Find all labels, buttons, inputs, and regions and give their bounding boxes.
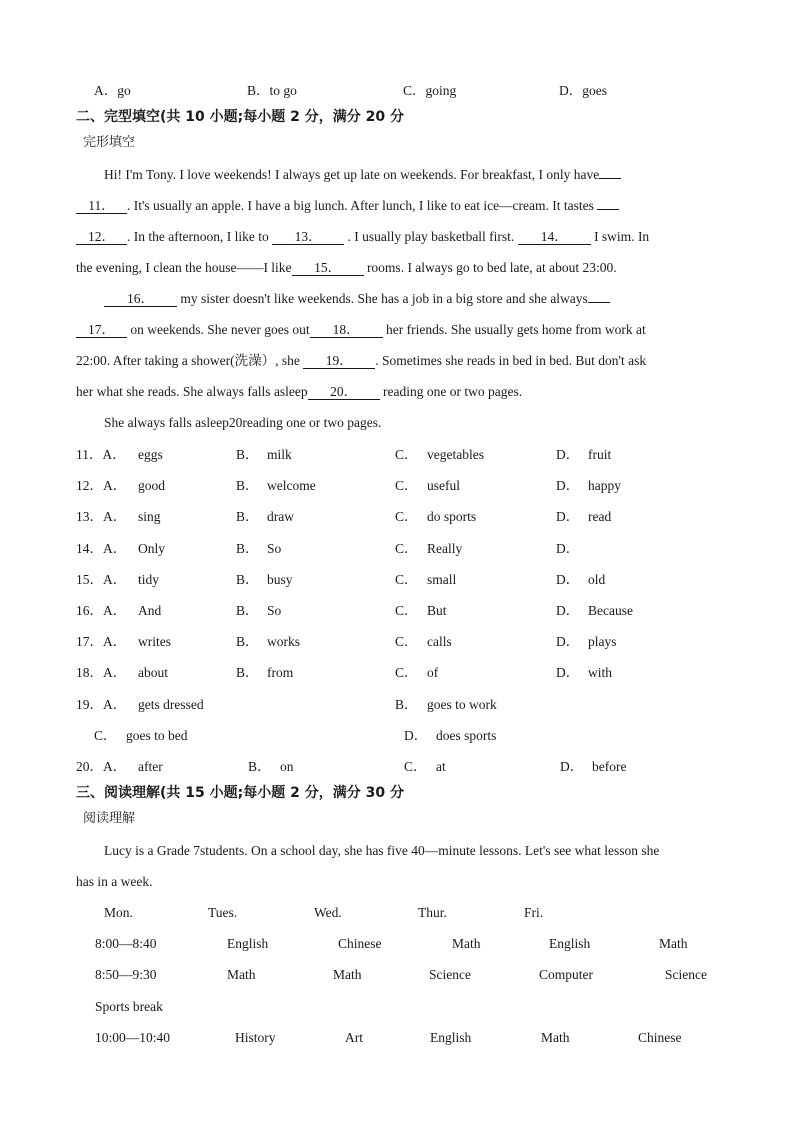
day-header: Thur. xyxy=(418,905,447,920)
option-a: sing xyxy=(138,509,161,524)
question-number: 13．A． xyxy=(76,509,127,524)
option-c: C．going xyxy=(403,83,457,98)
day-header: Fri. xyxy=(524,905,544,920)
blank-15: 15． xyxy=(292,260,364,276)
option-d: plays xyxy=(588,634,617,649)
option-d: does sports xyxy=(436,728,497,743)
reading-intro-line-1: Lucy is a Grade 7students. On a school day, she has five 40—minute lessons. Let's see what lesson she xyxy=(104,843,660,858)
option-d: fruit xyxy=(588,447,612,462)
option-c: Really xyxy=(427,541,463,556)
option-d-label: D． xyxy=(556,447,580,462)
lesson-cell: Science xyxy=(429,967,471,982)
section2-subheading: 完形填空 xyxy=(83,135,136,150)
passage-text: reading one or two pages. xyxy=(383,384,523,399)
option-b: milk xyxy=(267,447,292,462)
option-d: Because xyxy=(588,603,633,618)
lesson-cell: English xyxy=(430,1030,472,1045)
question-number: 16．A． xyxy=(76,603,127,618)
option-c-label: C． xyxy=(395,541,418,556)
section3-subheading: 阅读理解 xyxy=(83,811,136,826)
passage-text: . It's usually an apple. I have a big lunch. After lunch, I like to eat ice—cream. It tastes xyxy=(127,198,594,213)
option-d: happy xyxy=(588,478,621,493)
question-number: 17．A． xyxy=(76,634,127,649)
option-a: eggs xyxy=(138,447,163,462)
option-c: goes to bed xyxy=(126,728,188,743)
blank-line xyxy=(597,209,619,210)
option-b: So xyxy=(267,603,282,618)
option-a: after xyxy=(138,759,163,774)
lesson-cell: Science xyxy=(665,967,707,982)
option-d: old xyxy=(588,572,606,587)
passage-text: . I usually play basketball first. xyxy=(347,229,515,244)
option-a: writes xyxy=(138,634,171,649)
option-c: vegetables xyxy=(427,447,484,462)
option-b-label: B． xyxy=(236,572,259,587)
option-c: calls xyxy=(427,634,452,649)
option-b-label: B． xyxy=(236,665,259,680)
option-b-label: B． xyxy=(236,509,259,524)
option-a: And xyxy=(138,603,162,618)
option-c-label: C． xyxy=(404,759,427,774)
passage-text: on weekends. She never goes out xyxy=(130,322,310,337)
blank-11: 11． xyxy=(76,198,127,214)
blank-17: 17． xyxy=(76,322,127,338)
option-b: draw xyxy=(267,509,294,524)
option-d-label: D． xyxy=(560,759,584,774)
blank-20: 20． xyxy=(308,384,380,400)
option-c-label: C． xyxy=(395,603,418,618)
option-c-label: C． xyxy=(395,665,418,680)
option-c: do sports xyxy=(427,509,477,524)
option-a: A．go xyxy=(94,83,131,98)
passage-line-4 xyxy=(76,259,617,277)
lesson-cell: Math xyxy=(227,967,256,982)
option-d-label: D． xyxy=(556,634,580,649)
option-a: good xyxy=(138,478,165,493)
option-b-label: B． xyxy=(236,634,259,649)
option-b-label: B． xyxy=(236,603,259,618)
passage-text: I swim. In xyxy=(594,229,650,244)
option-c-label: C． xyxy=(395,478,418,493)
passage-line-8 xyxy=(76,383,522,401)
lesson-cell: English xyxy=(549,936,591,951)
passage-line-7 xyxy=(76,352,646,370)
option-b: busy xyxy=(267,572,293,587)
option-d-label: D． xyxy=(556,572,580,587)
passage-text: rooms. I always go to bed late, at about 23:00. xyxy=(366,260,617,275)
option-d: with xyxy=(588,665,613,680)
option-d-label: D． xyxy=(556,603,580,618)
blank-19: 19． xyxy=(303,353,375,369)
option-b: B．to go xyxy=(247,83,297,98)
question-number: 12．A． xyxy=(76,478,127,493)
option-a: Only xyxy=(138,541,165,556)
option-d: read xyxy=(588,509,612,524)
question-number: 20．A． xyxy=(76,759,127,774)
option-d: before xyxy=(592,759,627,774)
lesson-cell: Art xyxy=(345,1030,363,1045)
passage-text: her what she reads. She always falls asleep xyxy=(76,384,308,399)
option-b: works xyxy=(267,634,300,649)
option-a: tidy xyxy=(138,572,160,587)
question-number: 19．A． xyxy=(76,697,127,712)
time-slot: 8:50—9:30 xyxy=(95,967,157,982)
option-b-label: B． xyxy=(236,541,259,556)
option-b-label: B． xyxy=(236,478,259,493)
option-c: at xyxy=(436,759,446,774)
passage-line-3 xyxy=(76,228,649,246)
reading-intro-line-2: has in a week. xyxy=(76,874,153,889)
option-c: useful xyxy=(427,478,460,493)
sports-break: Sports break xyxy=(95,999,163,1014)
lesson-cell: English xyxy=(227,936,269,951)
option-d-label: D． xyxy=(404,728,428,743)
option-c-label: C． xyxy=(395,634,418,649)
lesson-cell: Math xyxy=(333,967,362,982)
blank-line xyxy=(588,302,610,303)
lesson-cell: Math xyxy=(452,936,481,951)
passage-text: my sister doesn't like weekends. She has a job in a big store and she always xyxy=(180,291,588,306)
option-c-label: C． xyxy=(395,572,418,587)
passage-text: . Sometimes she reads in bed in bed. But don't ask xyxy=(375,353,647,368)
lesson-cell: Math xyxy=(541,1030,570,1045)
option-c-label: C． xyxy=(395,509,418,524)
option-b: welcome xyxy=(267,478,316,493)
option-b-label: B． xyxy=(236,447,259,462)
question-number: 18．A． xyxy=(76,665,127,680)
blank-12: 12． xyxy=(76,229,127,245)
blank-line xyxy=(599,178,621,179)
blank-14: 14． xyxy=(518,229,591,245)
blank-16: 16． xyxy=(104,291,177,307)
option-b: So xyxy=(267,541,282,556)
option-b: from xyxy=(267,665,294,680)
lesson-cell: Math xyxy=(659,936,688,951)
option-d-label: D． xyxy=(556,478,580,493)
passage-line-6 xyxy=(76,321,646,339)
option-d-label: D． xyxy=(556,541,580,556)
blank-18: 18． xyxy=(310,322,383,338)
option-c: But xyxy=(427,603,447,618)
lesson-cell: Chinese xyxy=(338,936,382,951)
question-number: 11．A． xyxy=(76,447,126,462)
lesson-cell: History xyxy=(235,1030,276,1045)
lesson-cell: Chinese xyxy=(638,1030,682,1045)
passage-text: her friends. She usually gets home from work at xyxy=(385,322,646,337)
lesson-cell: Computer xyxy=(539,967,593,982)
option-d: D．goes xyxy=(559,83,607,98)
passage-line-9: She always falls asleep20reading one or two pages. xyxy=(104,415,382,430)
option-b: goes to work xyxy=(427,697,497,712)
passage-text: Hi! I'm Tony. I love weekends! I always get up late on weekends. For breakfast, I only have xyxy=(104,167,600,182)
passage-text: . In the afternoon, I like to xyxy=(127,229,269,244)
passage-line-1 xyxy=(104,166,621,184)
passage-text: the evening, I clean the house——I like xyxy=(76,260,292,275)
day-header: Tues. xyxy=(208,905,238,920)
option-a: about xyxy=(138,665,168,680)
passage-line-2 xyxy=(76,197,619,215)
blank-13: 13． xyxy=(272,229,344,245)
passage-text: 22:00. After taking a shower(洗澡）, she xyxy=(76,353,300,368)
option-d-label: D． xyxy=(556,509,580,524)
option-b: on xyxy=(280,759,294,774)
option-c: of xyxy=(427,665,439,680)
day-header: Wed. xyxy=(314,905,342,920)
passage-line-5 xyxy=(104,290,610,308)
section3-heading: 三、阅读理解(共 15 小题;每小题 2 分，满分 30 分 xyxy=(76,785,404,801)
option-c: small xyxy=(427,572,457,587)
option-b-label: B． xyxy=(395,697,418,712)
question-number: 14．A． xyxy=(76,541,127,556)
option-c-label: C． xyxy=(395,447,418,462)
option-c-label: C． xyxy=(94,728,117,743)
time-slot: 8:00—8:40 xyxy=(95,936,157,951)
day-header: Mon. xyxy=(104,905,133,920)
question-number: 15．A． xyxy=(76,572,127,587)
option-a: gets dressed xyxy=(138,697,204,712)
time-slot: 10:00—10:40 xyxy=(95,1030,171,1045)
section2-heading: 二、完型填空(共 10 小题;每小题 2 分，满分 20 分 xyxy=(76,109,404,125)
option-d-label: D． xyxy=(556,665,580,680)
option-b-label: B． xyxy=(248,759,271,774)
